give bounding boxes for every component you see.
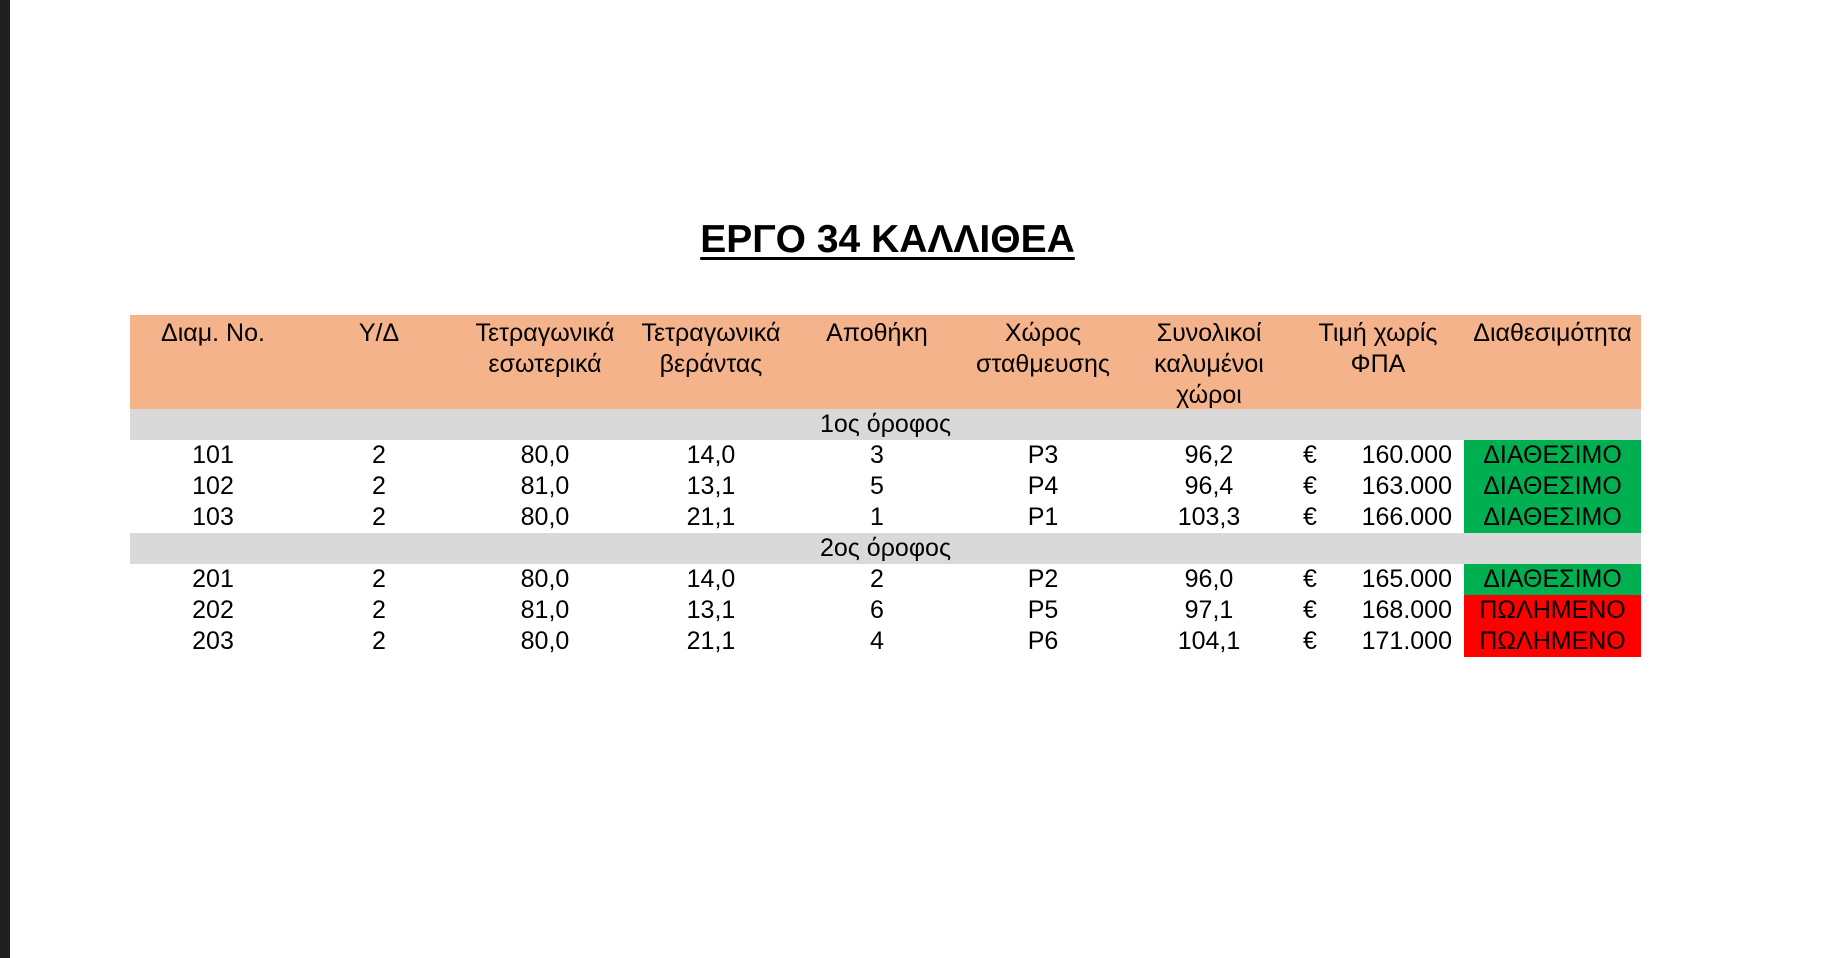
bedrooms-cell: 2 xyxy=(372,503,386,531)
currency-symbol: € xyxy=(1303,503,1317,531)
total-area-cell: 96,2 xyxy=(1184,441,1234,469)
price-amount: 166.000 xyxy=(1361,503,1452,531)
currency-symbol: € xyxy=(1303,441,1317,469)
bedrooms-cell: 2 xyxy=(372,472,386,500)
floor-header-row xyxy=(130,533,1641,564)
parking-cell: P6 xyxy=(1027,627,1059,655)
price-cell xyxy=(1292,502,1464,533)
parking-header: Χώρος σταθμευσης xyxy=(976,319,1110,378)
storage-cell: 2 xyxy=(870,565,884,593)
bedrooms-cell: 2 xyxy=(372,596,386,624)
currency-symbol: € xyxy=(1303,565,1317,593)
interior-area-header: Τετραγωνικά εσωτερικά xyxy=(475,319,615,378)
interior-area-cell: 81,0 xyxy=(520,472,570,500)
veranda-area-header: Τετραγωνικά βεράντας xyxy=(641,319,781,378)
apt-no-cell: 202 xyxy=(192,596,234,624)
storage-cell: 3 xyxy=(870,441,884,469)
storage-cell: 5 xyxy=(870,472,884,500)
total-area-cell: 96,4 xyxy=(1184,472,1234,500)
page-title: ΕΡΓΟ 34 ΚΑΛΛΙΘΕΑ xyxy=(700,218,1075,261)
veranda-area-cell: 13,1 xyxy=(686,596,736,624)
table-row xyxy=(130,626,1641,657)
total-area-cell: 103,3 xyxy=(1177,503,1241,531)
apartments-table xyxy=(130,315,1641,657)
bedrooms-header: Υ/Δ xyxy=(358,319,400,347)
interior-area-cell: 80,0 xyxy=(520,503,570,531)
veranda-area-cell: 21,1 xyxy=(686,627,736,655)
storage-cell: 6 xyxy=(870,596,884,624)
parking-cell: P4 xyxy=(1027,472,1059,500)
floor-label: 2ος όροφος xyxy=(820,534,951,562)
window-edge xyxy=(0,0,10,958)
floor-header-row xyxy=(130,409,1641,440)
interior-area-cell: 80,0 xyxy=(520,441,570,469)
table-row xyxy=(130,564,1641,595)
price-amount: 171.000 xyxy=(1361,627,1452,655)
apt-no-cell: 203 xyxy=(192,627,234,655)
parking-cell: P2 xyxy=(1027,565,1059,593)
storage-header: Αποθήκη xyxy=(826,319,928,347)
storage-cell: 1 xyxy=(870,503,884,531)
apt-no-cell: 102 xyxy=(192,472,234,500)
apt-no-cell: 101 xyxy=(192,441,234,469)
availability-status-badge: ΠΩΛΗΜΕΝΟ xyxy=(1464,626,1641,657)
parking-cell: P5 xyxy=(1027,596,1059,624)
floor-label: 1ος όροφος xyxy=(820,410,951,438)
price-amount: 168.000 xyxy=(1361,596,1452,624)
total-area-cell: 97,1 xyxy=(1184,596,1234,624)
interior-area-cell: 80,0 xyxy=(520,627,570,655)
price-cell xyxy=(1292,595,1464,626)
table-body xyxy=(130,409,1641,657)
price-cell xyxy=(1292,626,1464,657)
apt-no-cell: 103 xyxy=(192,503,234,531)
veranda-area-cell: 13,1 xyxy=(686,472,736,500)
price-amount: 163.000 xyxy=(1361,472,1452,500)
veranda-area-cell: 14,0 xyxy=(686,441,736,469)
availability-status-badge: ΔΙΑΘΕΣΙΜΟ xyxy=(1464,564,1641,595)
price-header: Τιμή χωρίς ΦΠΑ xyxy=(1318,319,1438,378)
total-area-cell: 96,0 xyxy=(1184,565,1234,593)
availability-status-badge: ΔΙΑΘΕΣΙΜΟ xyxy=(1464,502,1641,533)
currency-symbol: € xyxy=(1303,596,1317,624)
price-amount: 165.000 xyxy=(1361,565,1452,593)
currency-symbol: € xyxy=(1303,472,1317,500)
total-area-header: Συνολικοί καλυμένοι χώροι xyxy=(1154,319,1264,409)
interior-area-cell: 81,0 xyxy=(520,596,570,624)
apt-no-header: Διαμ. Νο. xyxy=(161,319,265,347)
veranda-area-cell: 21,1 xyxy=(686,503,736,531)
table-header xyxy=(130,315,1641,409)
bedrooms-cell: 2 xyxy=(372,565,386,593)
availability-status-badge: ΠΩΛΗΜΕΝΟ xyxy=(1464,595,1641,626)
price-cell xyxy=(1292,440,1464,471)
total-area-cell: 104,1 xyxy=(1177,627,1241,655)
table-row xyxy=(130,595,1641,626)
table-row xyxy=(130,440,1641,471)
interior-area-cell: 80,0 xyxy=(520,565,570,593)
apt-no-cell: 201 xyxy=(192,565,234,593)
price-cell xyxy=(1292,564,1464,595)
availability-header: Διαθεσιμότητα xyxy=(1473,319,1632,347)
bedrooms-cell: 2 xyxy=(372,441,386,469)
parking-cell: P1 xyxy=(1027,503,1059,531)
currency-symbol: € xyxy=(1303,627,1317,655)
price-amount: 160.000 xyxy=(1361,441,1452,469)
table-row xyxy=(130,502,1641,533)
price-cell xyxy=(1292,471,1464,502)
storage-cell: 4 xyxy=(870,627,884,655)
veranda-area-cell: 14,0 xyxy=(686,565,736,593)
bedrooms-cell: 2 xyxy=(372,627,386,655)
parking-cell: P3 xyxy=(1027,441,1059,469)
availability-status-badge: ΔΙΑΘΕΣΙΜΟ xyxy=(1464,440,1641,471)
availability-status-badge: ΔΙΑΘΕΣΙΜΟ xyxy=(1464,471,1641,502)
table-row xyxy=(130,471,1641,502)
